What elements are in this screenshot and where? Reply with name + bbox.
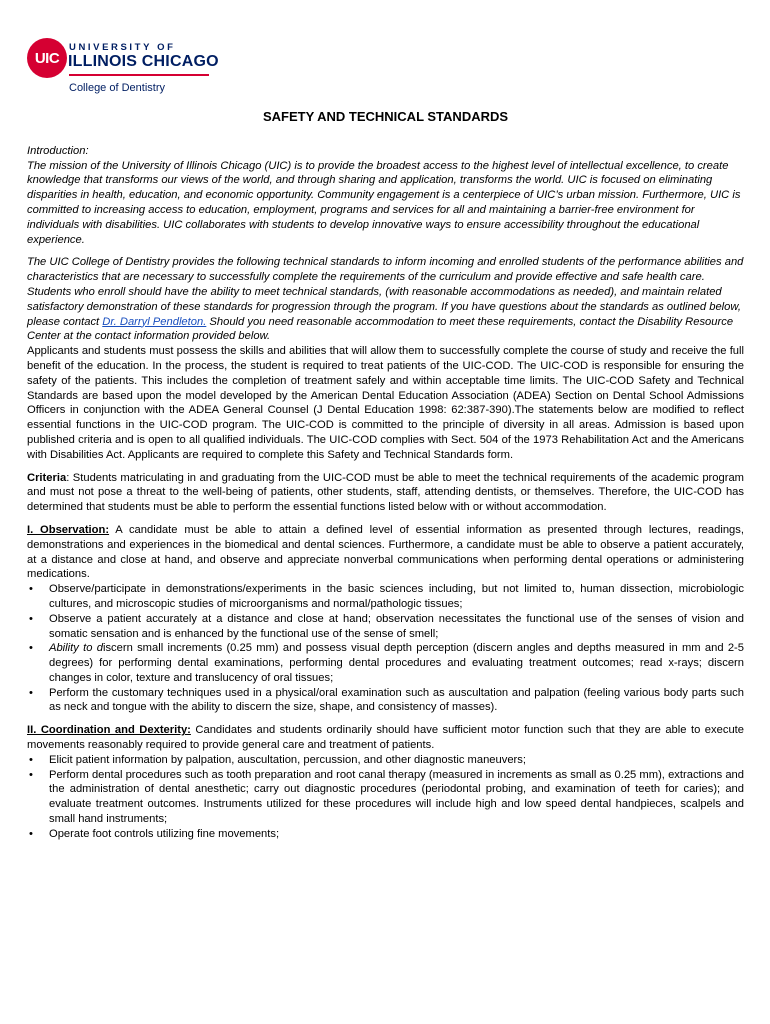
document-body xyxy=(27,110,744,850)
coordination-paragraph xyxy=(27,723,744,753)
logo-illinois-chicago: ILLINOIS CHICAGO xyxy=(68,53,219,70)
bullet-icon: • xyxy=(29,768,33,781)
list-item: • Perform the customary techniques used in a physical/oral examination such as auscultation and palpation (feeling various body parts such as neck and tongue with the ability to discern the size, shape, and consistency of masses). xyxy=(29,686,744,714)
document-title: SAFETY AND TECHNICAL STANDARDS xyxy=(262,109,509,124)
criteria-label: Criteria xyxy=(27,471,67,484)
criteria-paragraph xyxy=(27,471,744,515)
intro-heading: Introduction: xyxy=(27,144,89,157)
list-item: • Observe a patient accurately at a distance and close at hand; observation necessitates the functional use of the senses of vision and somatic sensation and is enhanced by the functional use of the sense of smell; xyxy=(29,612,744,640)
intro-paragraph-2 xyxy=(27,255,744,344)
intro-paragraph-1: The mission of the University of Illinois Chicago (UIC) is to provide the broadest access to the highest level of intellectual excellence, to create knowledge that transforms our views of the world, and through sharing and application, transforms the world. UIC is focused on eliminating disparities in health, education, and economic opportunity. Community engagement is a centerpiece of UIC’s urban mission. Furthermore, UIC is committed to increasing access to education, employment, programs and services for all and maintaining a barrier-free environment for individuals with disabilities. UIC collaborates with students to develop innovative ways to ensure accessibility throughout the educational experience. xyxy=(27,159,741,246)
list-item: • Observe/participate in demonstrations/experiments in the basic sciences including, but not limited to, human dissection, microbiologic cultures, and microscopic studies of microorganisms and normal/pathologic tissues; xyxy=(29,583,744,610)
observation-paragraph xyxy=(27,523,744,582)
list-item: • Ability to discern small increments (0.25 mm) and possess visual depth perception (discern angles and depths measured in mm and 2-5 degrees) for performing dental examinations, performing dental procedures and evaluating treatment outcomes; read x-rays; discern changes in color, texture and translucency of oral tissues; xyxy=(29,642,744,684)
logo-college-of-dentistry: College of Dentistry xyxy=(69,82,165,94)
list-item: • Perform dental procedures such as tooth preparation and root canal therapy (measured in increments as small as 0.25 mm), extractions and the administration of dental anesthetic; carry out diagnostic procedures (periodontal probing, and examination of teeth for caries); and evaluate treatment outcomes. Instruments utilized for these procedures will include high and low speed dental handpieces, scalpels and small hand instruments; xyxy=(29,768,744,826)
list-item: • Elicit patient information by palpation, auscultation, percussion, and other diagnostic maneuvers; xyxy=(29,753,526,766)
bullet-icon: • xyxy=(29,583,33,596)
bullet-icon: • xyxy=(29,612,33,625)
observation-text: A candidate must be able to attain a defined level of essential information as presented through lectures, readings, demonstrations and experiences in the biomedical and dental sciences. Furthermore, a candidate must be able to observe a patient accurately, at a distance and close at hand, and observe and appreciate nonverbal communications when performing dental operations or administering medications. xyxy=(27,523,744,581)
criteria-text: : Students matriculating in and graduating from the UIC-COD must be able to meet the technical requirements of the academic program and must not pose a threat to the well-being of patients, other students, staff, attending dentists, or themselves. Therefore, the UIC-COD has determined that students must be able to perform the essential functions listed below with or without accommodation. xyxy=(27,471,744,514)
list-item: • Operate foot controls utilizing fine movements; xyxy=(29,827,280,840)
uic-logo-mark: UIC xyxy=(27,38,67,78)
applicants-paragraph: Applicants and students must possess the skills and abilities that will allow them to successfully complete the course of study and receive the full benefit of the education. In the process, the student is required to treat patients of the UIC-COD. The UIC-COD is responsible for ensuring the safety of the patients. This includes the completion of treatment safely and within acceptable time limits. The UIC-COD Safety and Technical Standards are based upon the model developed by the American Dental Education Association (ADEA) Section on Dental School Admissions Officers in conjunction with the ADEA General Counsel (J Dental Education 1998: 62:387-390).The statements below are modified to reflect essential functions in the UIC-COD program. The UIC-COD is committed to the principle of diversity in all areas. Admission is based upon published criteria and is open to all qualified individuals. The UIC-COD complies with Sect. 504 of the 1973 Rehabilitation Act and the Americans with Disabilities Act. Applicants are required to complete this Safety and Technical Standards form. xyxy=(27,345,744,461)
contact-pendleton-link[interactable]: Dr. Darryl Pendleton. xyxy=(102,315,207,328)
coordination-list xyxy=(27,753,744,842)
bullet-icon: • xyxy=(29,686,33,699)
observation-list xyxy=(27,582,744,715)
bullet-icon: • xyxy=(29,753,33,766)
uic-logo xyxy=(27,38,217,98)
coordination-text: Candidates and students ordinarily should have sufficient motor function such that they are able to execute movements reasonably required to provide general care and treatment of patients. xyxy=(27,724,744,752)
bullet-icon: • xyxy=(29,827,33,840)
coordination-heading: II. Coordination and Dexterity: xyxy=(27,724,191,737)
bullet-icon: • xyxy=(29,642,33,655)
logo-university-of: UNIVERSITY OF xyxy=(69,42,176,53)
logo-divider xyxy=(69,74,209,76)
observation-heading: I. Observation: xyxy=(27,523,110,536)
intro-p2-text-start: The UIC College of Dentistry provides the following technical standards to inform incoming and enrolled students of the performance abilities and characteristics that are necessary to successfully complete the requirements of the curriculum and provide effective and safe health care. Students who enroll should have the ability to meet technical standards, (with reasonable accommodations as needed), and maintain related satisfactory demonstration of these standards for progression through the program. If you have questions about the standards as outlined below, please contact xyxy=(27,256,744,328)
intro-p2-text-end: Should you need reasonable accommodation to meet these requirements, contact the Disability Resource Center at the contact information provided below. xyxy=(27,315,734,343)
